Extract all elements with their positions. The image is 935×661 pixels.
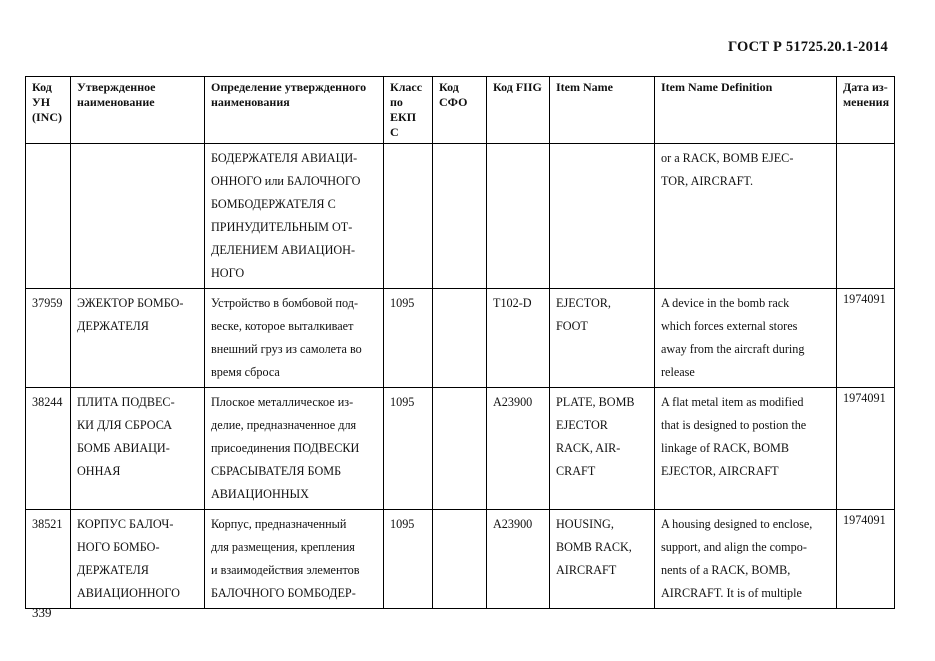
table-row — [26, 510, 895, 609]
cell-sfo — [433, 144, 487, 289]
cell-class: 1095 — [384, 510, 433, 609]
header-code-fiig: Код FIIG — [487, 77, 550, 144]
cell-name: ПЛИТА ПОДВЕС- КИ ДЛЯ СБРОСА БОМБ АВИАЦИ- ОННАЯ — [71, 388, 205, 510]
cell-date: 1974091 — [837, 510, 895, 609]
cell-class: 1095 — [384, 388, 433, 510]
cell-date: 1974091 — [837, 388, 895, 510]
header-item-definition: Item Name Definition — [655, 77, 837, 144]
cell-name: ЭЖЕКТОР БОМБО- ДЕРЖАТЕЛЯ — [71, 289, 205, 388]
cell-code: 38521 — [26, 510, 71, 609]
cell-definition: Корпус, предназначенный для размещения, крепления и взаимодействия элементов БАЛОЧНОГО БОМБОДЕР- — [205, 510, 384, 609]
cell-class: 1095 — [384, 289, 433, 388]
page-number: 339 — [32, 605, 52, 620]
cell-item-name: EJECTOR, FOOT — [550, 289, 655, 388]
cell-item-definition: A flat metal item as modified that is designed to postion the linkage of RACK, BOMB EJECTOR, AIRCRAFT — [655, 388, 837, 510]
cell-item-name — [550, 144, 655, 289]
cell-item-name: PLATE, BOMB EJECTOR RACK, AIR- CRAFT — [550, 388, 655, 510]
header-item-name: Item Name — [550, 77, 655, 144]
cell-fiig: A23900 — [487, 510, 550, 609]
document-standard-code: ГОСТ Р 51725.20.1-2014 — [727, 39, 888, 55]
cell-code: 37959 — [26, 289, 71, 388]
header-definition: Определение утвержденного наименования — [205, 77, 384, 144]
header-class: Класс по ЕКП С — [384, 77, 433, 144]
cell-item-name: HOUSING, BOMB RACK, AIRCRAFT — [550, 510, 655, 609]
header-code-un: Код УН (INC) — [26, 77, 71, 144]
cell-item-definition: or a RACK, BOMB EJEC- TOR, AIRCRAFT. — [655, 144, 837, 289]
cell-date: 1974091 — [837, 289, 895, 388]
table-row — [26, 388, 895, 510]
header-code-sfo: Код СФО — [433, 77, 487, 144]
table-row — [26, 144, 895, 289]
table-header-row — [26, 77, 895, 144]
cell-name: КОРПУС БАЛОЧ- НОГО БОМБО- ДЕРЖАТЕЛЯ АВИАЦИОННОГО — [71, 510, 205, 609]
table-row — [26, 289, 895, 388]
cell-fiig — [487, 144, 550, 289]
header-approved-name: Утвержденное наименование — [71, 77, 205, 144]
cell-sfo — [433, 510, 487, 609]
cell-code: 38244 — [26, 388, 71, 510]
cell-item-definition: A housing designed to enclose, support, and align the compo- nents of a RACK, BOMB, AIRCRAFT. It is of multiple — [655, 510, 837, 609]
cell-fiig: A23900 — [487, 388, 550, 510]
cell-definition: БОДЕРЖАТЕЛЯ АВИАЦИ- ОННОГО или БАЛОЧНОГО БОМБОДЕРЖАТЕЛЯ С ПРИНУДИТЕЛЬНЫМ ОТ- ДЕЛЕНИЕМ АВИАЦИОН- НОГО — [205, 144, 384, 289]
cell-fiig: T102-D — [487, 289, 550, 388]
cell-item-definition: A device in the bomb rack which forces external stores away from the aircraft during release — [655, 289, 837, 388]
cell-class — [384, 144, 433, 289]
cell-sfo — [433, 388, 487, 510]
cell-definition: Устройство в бомбовой под- веске, которое выталкивает внешний груз из самолета во время сброса — [205, 289, 384, 388]
cell-code — [26, 144, 71, 289]
header-date: Дата из-менения — [837, 77, 895, 144]
cell-definition: Плоское металлическое из- делие, предназначенное для присоединения ПОДВЕСКИ СБРАСЫВАТЕЛЯ БОМБ АВИАЦИОННЫХ — [205, 388, 384, 510]
cell-sfo — [433, 289, 487, 388]
cell-name — [71, 144, 205, 289]
catalog-table — [25, 76, 895, 609]
cell-date — [837, 144, 895, 289]
